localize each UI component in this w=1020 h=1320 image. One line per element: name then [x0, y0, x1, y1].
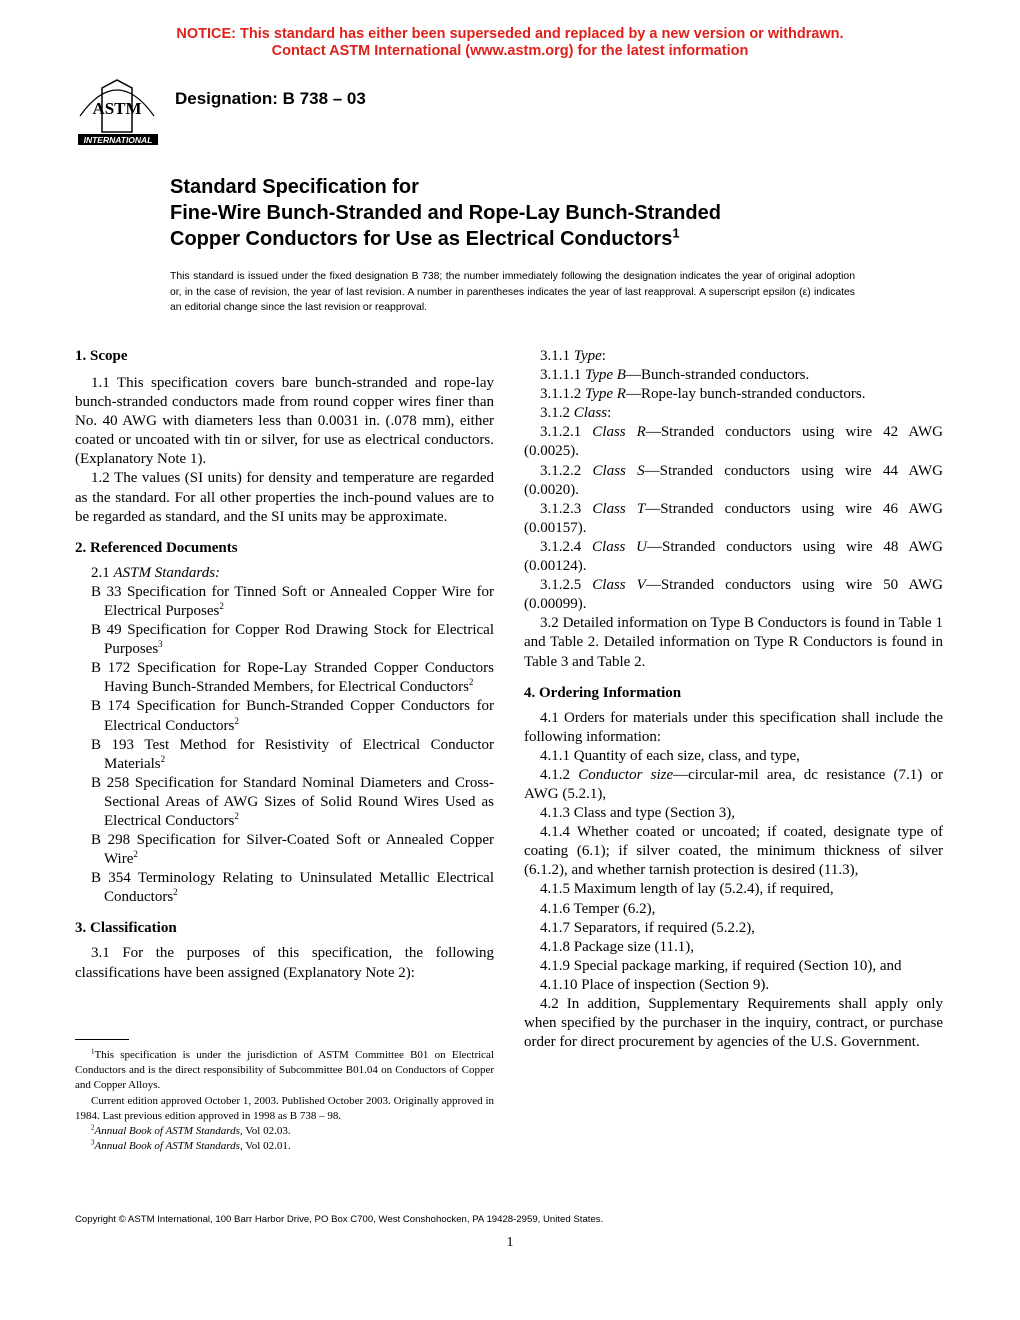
- scope-heading: 1. Scope: [75, 348, 128, 364]
- footnote-text: This specification is under the jurisdiction of ASTM Committee B01 on Electrical Conductors and is the direct responsibility of Subcommittee B01.04 on Conductors of Copper and Copper Alloys.: [75, 1049, 494, 1092]
- class-3-1-2-4: [524, 538, 943, 576]
- scope-1-2: 1.2 The values (SI units) for density and temperature are regarded as the standard. For all other properties the inch-pound values are to be regarded as standard, and the SI units may be approximate.: [75, 470, 494, 525]
- notice-line-1: NOTICE: This standard has either been superseded and replaced by a new version or withdrawn.: [176, 26, 844, 42]
- logo-text: ASTM: [92, 99, 142, 118]
- ref-b193: [91, 736, 494, 774]
- ref-text: B 298 Specification for Silver-Coated Soft or Annealed Copper Wire: [91, 832, 494, 868]
- item-label: Type R: [585, 386, 626, 403]
- footnote-3: [75, 1139, 494, 1154]
- footnote-1: [75, 1048, 494, 1094]
- classification-3-2: 3.2 Detailed information on Type B Conductors is found in Table 1 and Table 2. Detailed information on Type R Conductors is found in Table 3 and Table 2.: [524, 615, 943, 670]
- ref-text: B 49 Specification for Copper Rod Drawing Stock for Electrical Purposes: [91, 622, 494, 658]
- ref-text: B 354 Terminology Relating to Uninsulated Metallic Electrical Conductors: [91, 870, 494, 906]
- ref-text: B 172 Specification for Rope-Lay Stranded Copper Conductors Having Bunch-Stranded Members, for Electrical Conductors: [91, 660, 494, 696]
- ref-sup: 2: [468, 677, 474, 688]
- ref-sup: 3: [158, 639, 163, 650]
- item-label: Class S: [592, 462, 645, 479]
- item-text: —Stranded conductors using wire 44 AWG (0.0020).: [524, 462, 943, 498]
- refdocs-intro: [75, 564, 494, 583]
- scope-1-1: 1.1 This specification covers bare bunch-stranded and rope-lay bunch-stranded conductors made from round copper wires finer than No. 40 AWG with diameters less than 0.0031 in. (.078 mm), either coated or uncoated with tin or silver, for use as electrical conductors. (Explanatory Note 1).: [75, 375, 494, 468]
- ref-text: B 174 Specification for Bunch-Stranded Copper Conductors for Electrical Conductors: [91, 698, 494, 734]
- issued-note: This standard is issued under the fixed designation B 738; the number immediately following the designation indicates the year of original adoption or, in the case of revision, the year of last revision. A number in parentheses indicates the year of last reapproval. A superscript epsilon (ε) indicates an editorial change since the last revision or reapproval.: [170, 271, 855, 313]
- item-text: —Bunch-stranded conductors.: [625, 367, 810, 384]
- item-text: —Stranded conductors using wire 46 AWG (0.00157).: [524, 500, 943, 536]
- ref-sup: 2: [160, 753, 166, 764]
- ref-text: B 258 Specification for Standard Nominal Diameters and Cross-Sectional Areas of AWG Sizes of Solid Round Wires Used as Electrical Conductors: [91, 774, 494, 829]
- title-line-1: Standard Specification for: [170, 176, 419, 198]
- footnote-mark: 3: [91, 1138, 95, 1147]
- item-text: —Rope-lay bunch-stranded conductors.: [625, 386, 866, 403]
- item-label: Class R: [592, 424, 646, 441]
- ordering-4-2: 4.2 In addition, Supplementary Requirements shall apply only when specified by the purchaser in the inquiry, contract, or purchase order for direct procurement by agencies of the U.S. Government.: [524, 996, 943, 1051]
- item-label: Conductor size: [578, 766, 674, 783]
- ref-sup: 2: [234, 810, 239, 821]
- ordering-4-1: 4.1 Orders for materials under this specification shall include the following information:: [524, 709, 943, 745]
- ordering-4-1-6: 4.1.6 Temper (6.2),: [540, 900, 656, 917]
- ordering-4-1-8: 4.1.8 Package size (11.1),: [540, 938, 694, 955]
- refdocs-heading: 2. Referenced Documents: [75, 539, 238, 556]
- ordering-4-1-10: 4.1.10 Place of inspection (Section 9).: [540, 976, 770, 993]
- title-footnote-mark: 1: [672, 225, 680, 241]
- item-num: 3.1.2.2: [540, 462, 582, 479]
- ref-b33: [91, 583, 494, 621]
- class-3-1-2-1: [524, 423, 943, 461]
- ref-b172: [91, 659, 494, 697]
- item-label: Class V: [592, 577, 646, 594]
- class-3-1-1-2: [524, 385, 943, 404]
- withdrawal-notice: [0, 26, 1020, 60]
- footnote-label: Annual Book of ASTM Standards: [94, 1125, 240, 1138]
- ref-b49: [91, 621, 494, 659]
- ordering-4-1-7: 4.1.7 Separators, if required (5.2.2),: [540, 919, 755, 936]
- footnote-text: , Vol 02.03.: [239, 1125, 291, 1138]
- item-label: Class T: [592, 500, 646, 517]
- footnote-mark: 1: [91, 1047, 95, 1056]
- item-label: Type: [573, 348, 602, 364]
- item-num: 3.1.1.1: [540, 367, 582, 384]
- astm-logo: [74, 76, 160, 150]
- title-line-3: [170, 226, 890, 252]
- item-num: 3.1.2: [540, 405, 570, 422]
- class-3-1-1-1: [524, 366, 943, 385]
- ref-b354: [91, 869, 494, 907]
- item-num: 4.1.2: [540, 766, 570, 783]
- class-3-1-1: [524, 347, 943, 366]
- footnote-mark: 2: [91, 1123, 95, 1132]
- classification-3-1: 3.1 For the purposes of this specification, the following classifications have been assigned (Explanatory Note 2):: [75, 945, 494, 981]
- class-3-1-2-2: [524, 462, 943, 500]
- item-num: 3.1.2.4: [540, 538, 582, 555]
- ordering-4-1-9: 4.1.9 Special package marking, if required (Section 10), and: [540, 957, 902, 974]
- ref-text: B 33 Specification for Tinned Soft or Annealed Copper Wire for Electrical Purposes: [91, 583, 494, 619]
- item-num: 3.1.1.2: [540, 386, 582, 403]
- footnote-1b: Current edition approved October 1, 2003. Published October 2003. Originally approved in 1984. Last previous edition approved in 1998 as B 738 – 98.: [75, 1094, 494, 1122]
- item-num: 3.1.2.5: [540, 577, 582, 594]
- ref-b298: [91, 831, 494, 869]
- ref-b174: [91, 697, 494, 735]
- ref-b258: [91, 774, 494, 831]
- designation: Designation: B 738 – 03: [175, 89, 366, 108]
- ordering-heading: 4. Ordering Information: [524, 684, 682, 701]
- logo-subtext: INTERNATIONAL: [83, 135, 153, 145]
- footnotes: [75, 1048, 494, 1154]
- item-num: 3.1.2.1: [540, 424, 582, 441]
- footnote-text: , Vol 02.01.: [239, 1140, 291, 1153]
- ordering-4-1-1: 4.1.1 Quantity of each size, class, and type,: [540, 747, 800, 764]
- footnote-label: Annual Book of ASTM Standards: [94, 1140, 240, 1153]
- class-3-1-2-5: [524, 576, 943, 614]
- item-label: Class: [573, 405, 608, 422]
- refdocs-intro-num: 2.1: [91, 564, 110, 581]
- ordering-4-1-5: 4.1.5 Maximum length of lay (5.2.4), if required,: [540, 881, 834, 898]
- item-label: Class U: [592, 538, 647, 555]
- item-text: —Stranded conductors using wire 42 AWG (0.0025).: [524, 424, 944, 460]
- title-line-3-text: Copper Conductors for Use as Electrical Conductors: [170, 228, 673, 250]
- item-text: :: [601, 348, 606, 364]
- class-3-1-2-3: [524, 500, 943, 538]
- notice-line-2: Contact ASTM International (www.astm.org) for the latest information: [271, 43, 749, 59]
- ordering-4-1-2: [524, 766, 943, 804]
- footnote-2: [75, 1124, 494, 1139]
- left-column: [75, 347, 494, 983]
- ref-sup: 2: [219, 600, 224, 611]
- right-column: [524, 347, 943, 1052]
- ref-sup: 2: [234, 715, 239, 726]
- item-num: 3.1.1: [540, 348, 570, 364]
- page-number: 1: [506, 1235, 514, 1250]
- ref-sup: 2: [173, 887, 178, 898]
- item-text: —Stranded conductors using wire 50 AWG (0.00099).: [524, 577, 944, 613]
- item-num: 3.1.2.3: [540, 500, 582, 517]
- item-text: :: [607, 405, 612, 422]
- ordering-4-1-4: 4.1.4 Whether coated or uncoated; if coated, designate type of coating (6.1); if silver coated, the minimum thickness of silver (6.1.2), and whether tarnish protection is desired (11.3),: [524, 824, 943, 879]
- title-line-2: Fine-Wire Bunch-Stranded and Rope-Lay Bunch-Stranded: [170, 202, 721, 224]
- ref-text: B 193 Test Method for Resistivity of Electrical Conductor Materials: [91, 736, 494, 772]
- classification-heading: 3. Classification: [75, 920, 177, 937]
- item-label: Type B: [585, 367, 626, 384]
- ordering-4-1-3: 4.1.3 Class and type (Section 3),: [540, 805, 735, 822]
- item-text: —Stranded conductors using wire 48 AWG (0.00124).: [524, 538, 943, 575]
- document-title: [170, 174, 890, 252]
- class-3-1-2: [524, 404, 943, 423]
- refdocs-intro-label: ASTM Standards:: [113, 564, 221, 581]
- ref-sup: 2: [133, 849, 138, 860]
- copyright: Copyright © ASTM International, 100 Barr Harbor Drive, PO Box C700, West Conshohocken, PA 19428-2959, United States.: [75, 1214, 604, 1225]
- footnote-divider: [75, 1039, 129, 1040]
- item-text: —circular-mil area, dc resistance (7.1) or AWG (5.2.1),: [524, 766, 944, 802]
